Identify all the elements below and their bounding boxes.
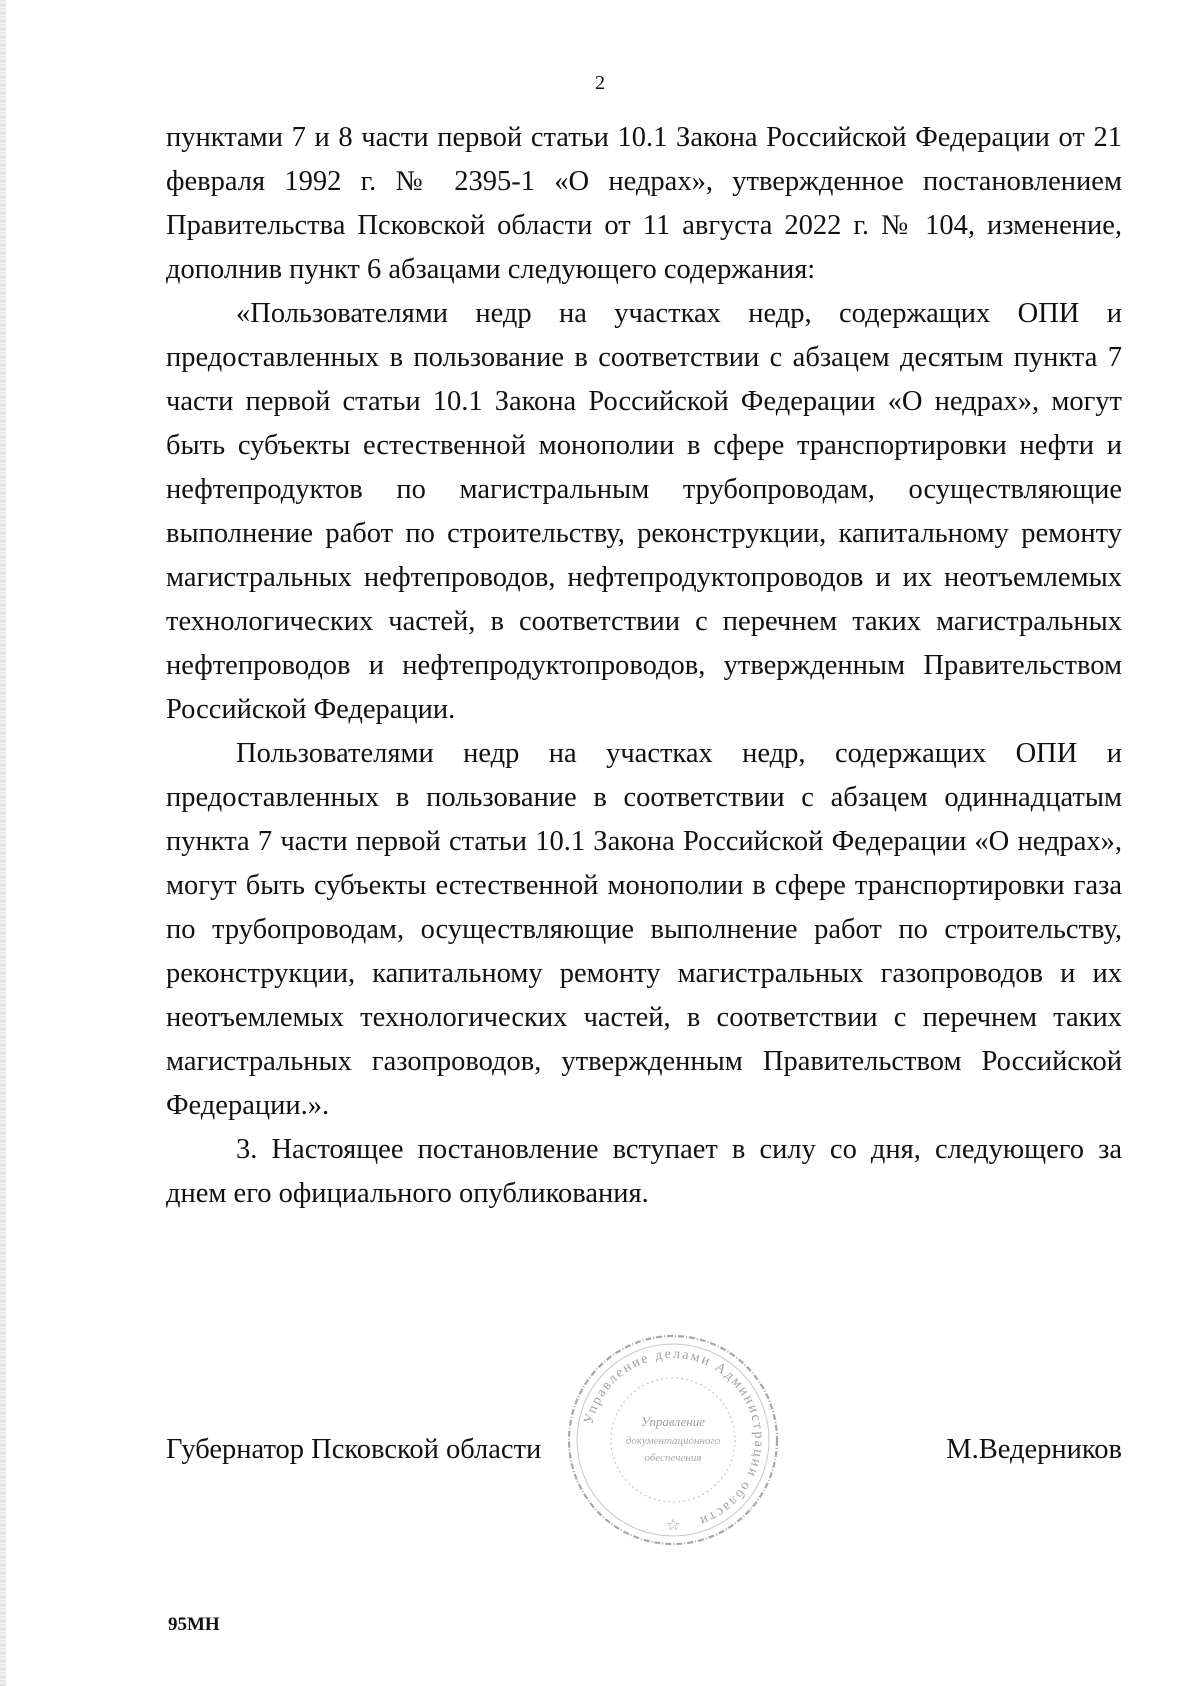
- document-body: [166, 116, 1122, 1216]
- paragraph-oil-transport: «Пользователями недр на участках недр, содержащих ОПИ и предоставленных в пользование в соответствии с абзацем десятым пункта 7 части первой статьи 10.1 Закона Российской Федерации «О недрах», могут быть субъекты естественной монополии в сфере транспортировки нефти и нефтепродуктов по магистральным трубопроводам, осуществляющие выполнение работ по строительству, реконструкции, капитальному ремонту магистральных нефтепроводов, нефтепродуктопроводов и их неотъемлемых технологических частей, в соответствии с перечнем таких магистральных нефтепроводов и нефтепродуктопроводов, утвержденным Правительством Российской Федерации.: [166, 298, 1122, 725]
- page-number: 2: [595, 72, 605, 94]
- signatory-name: М.Ведерников: [946, 1434, 1122, 1465]
- paragraph-effective-date: 3. Настоящее постановление вступает в силу со дня, следующего за днем его официального опубликования.: [166, 1134, 1122, 1209]
- seal-ring-text: Управление делами Администрации области: [581, 1346, 767, 1529]
- signatory-title: Губернатор Псковской области: [166, 1434, 542, 1465]
- paragraph-gas-transport: Пользователями недр на участках недр, содержащих ОПИ и предоставленных в пользование в соответствии с абзацем одиннадцатым пункта 7 части первой статьи 10.1 Закона Российской Федерации «О недрах», могут быть субъекты естественной монополии в сфере транспортировки газа по трубопроводам, осуществляющие выполнение работ по строительству, реконструкции, капитальному ремонту магистральных газопроводов и их неотъемлемых технологических частей, в соответствии с перечнем таких магистральных газопроводов, утвержденным Правительством Российской Федерации.».: [166, 738, 1122, 1121]
- seal-center-line-1: Управление: [640, 1414, 706, 1429]
- official-seal-stamp: [563, 1330, 783, 1550]
- scan-edge: [0, 0, 6, 1686]
- seal-star-icon: ☆: [665, 1515, 681, 1534]
- document-code: 95МН: [168, 1614, 220, 1635]
- seal-center-line-2: документационного: [625, 1435, 721, 1447]
- paragraph-amendment-intro: пунктами 7 и 8 части первой статьи 10.1 Закона Российской Федерации от 21 февраля 1992 г. № 2395-1 «О недрах», утвержденное постановлением Правительства Псковской области от 11 августа 2022 г. № 104, изменение, дополнив пункт 6 абзацами следующего содержания:: [166, 122, 1122, 285]
- seal-center-line-3: обеспечения: [644, 1452, 702, 1464]
